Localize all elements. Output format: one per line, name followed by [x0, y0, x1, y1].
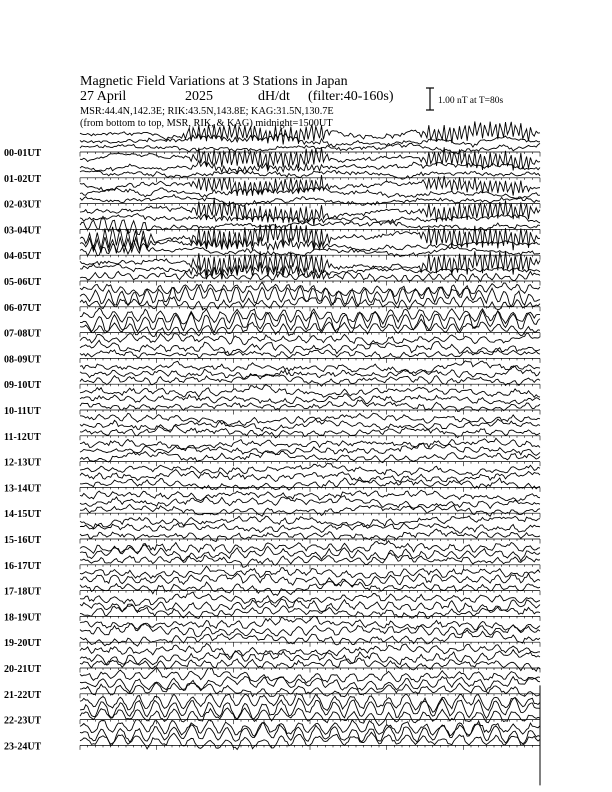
trace-rik	[80, 187, 540, 199]
minute-tick-row	[80, 513, 540, 518]
station-traces	[80, 121, 540, 785]
hour-label: 21-22UT	[4, 689, 42, 701]
minute-tick-row	[80, 591, 540, 596]
minute-ticks	[80, 255, 540, 260]
hour-label: 18-19UT	[4, 612, 42, 624]
hour-label: 00-01UT	[4, 148, 42, 159]
hour-label: 09-10UT	[4, 380, 42, 392]
hour-label: 15-16UT	[4, 535, 42, 546]
minute-tick-row	[80, 642, 540, 647]
minute-tick-row	[80, 307, 540, 312]
hour-label: 05-06UT	[4, 277, 42, 288]
trace-kag	[80, 224, 540, 251]
trace-msr	[80, 240, 540, 256]
trace-rik	[80, 419, 540, 431]
hour-label: 23-24UT	[4, 741, 42, 753]
hour-label: 22-23UT	[4, 715, 42, 727]
minute-ticks	[80, 281, 540, 286]
trace-kag	[80, 251, 540, 276]
minute-tick-row	[80, 410, 540, 415]
minute-tick-row	[80, 384, 540, 389]
hour-label: 04-05UT	[4, 251, 42, 263]
order-label: (from bottom to top, MSR, RIK, & KAG) midnight=1500UT	[80, 118, 333, 129]
trace-rik	[80, 133, 540, 147]
trace-rik	[80, 523, 540, 533]
minute-ticks	[80, 539, 540, 544]
minute-ticks	[80, 462, 540, 467]
minute-ticks	[80, 565, 540, 570]
chart-header	[80, 74, 503, 129]
trace-rik	[80, 285, 540, 307]
minute-tick-row	[80, 487, 540, 492]
scale-bar	[426, 88, 503, 110]
minute-ticks	[80, 668, 540, 673]
minute-ticks	[80, 333, 540, 338]
hour-label: 07-08UT	[4, 328, 42, 340]
hour-label: 14-15UT	[4, 509, 42, 521]
minute-tick-row	[80, 462, 540, 467]
minute-ticks	[80, 642, 540, 647]
hour-label: 01-02UT	[4, 173, 42, 185]
year-label: 2025	[185, 89, 213, 104]
hour-label: 10-11UT	[4, 406, 41, 417]
minute-tick-row	[80, 436, 540, 441]
hour-label: 19-20UT	[4, 638, 42, 650]
minute-tick-row	[80, 255, 540, 260]
hour-label: 20-21UT	[4, 664, 42, 675]
trace-rik	[80, 496, 540, 509]
hour-label: 17-18UT	[4, 586, 42, 598]
hour-label: 11-12UT	[4, 431, 41, 443]
trace-rik	[80, 161, 540, 174]
hour-labels	[4, 148, 42, 752]
trace-kag	[80, 199, 540, 226]
minute-ticks	[80, 178, 540, 183]
minute-tick-row	[80, 539, 540, 544]
minute-ticks	[80, 410, 540, 415]
hour-label: 13-14UT	[4, 483, 42, 495]
trace-rik	[80, 650, 540, 665]
minute-ticks	[80, 694, 540, 699]
hour-label: 12-13UT	[4, 457, 42, 469]
hour-label: 02-03UT	[4, 199, 42, 211]
minute-ticks	[80, 384, 540, 389]
minute-ticks	[80, 591, 540, 596]
trace-rik	[80, 470, 540, 483]
minute-ticks	[80, 513, 540, 518]
filter-label: (filter:40-160s)	[308, 89, 394, 104]
trace-rik	[80, 698, 540, 720]
chart-title: Magnetic Field Variations at 3 Stations in Japan	[80, 74, 348, 89]
minute-tick-row	[80, 694, 540, 699]
minute-tick-row	[80, 668, 540, 673]
minute-tick-row	[80, 333, 540, 338]
minute-tick-row	[80, 281, 540, 286]
trace-msr	[80, 451, 540, 463]
quantity-label: dH/dt	[258, 89, 290, 104]
minute-ticks	[80, 436, 540, 441]
hour-label: 08-09UT	[4, 354, 42, 366]
minute-tick-row	[80, 565, 540, 570]
minute-ticks	[80, 307, 540, 312]
hour-label: 06-07UT	[4, 302, 42, 314]
trace-rik	[80, 394, 540, 404]
scale-bar-label: 1.00 nT at T=80s	[438, 96, 504, 106]
trace-rik	[80, 677, 540, 693]
minute-tick-row	[80, 178, 540, 183]
minute-ticks	[80, 487, 540, 492]
stations-label: MSR:44.4N,142.3E; RIK:43.5N,143.8E; KAG:31.5N,130.7E	[80, 106, 334, 117]
hour-label: 03-04UT	[4, 225, 42, 237]
trace-rik	[80, 545, 540, 561]
hour-label: 16-17UT	[4, 560, 42, 572]
date-label: 27 April	[80, 89, 127, 104]
